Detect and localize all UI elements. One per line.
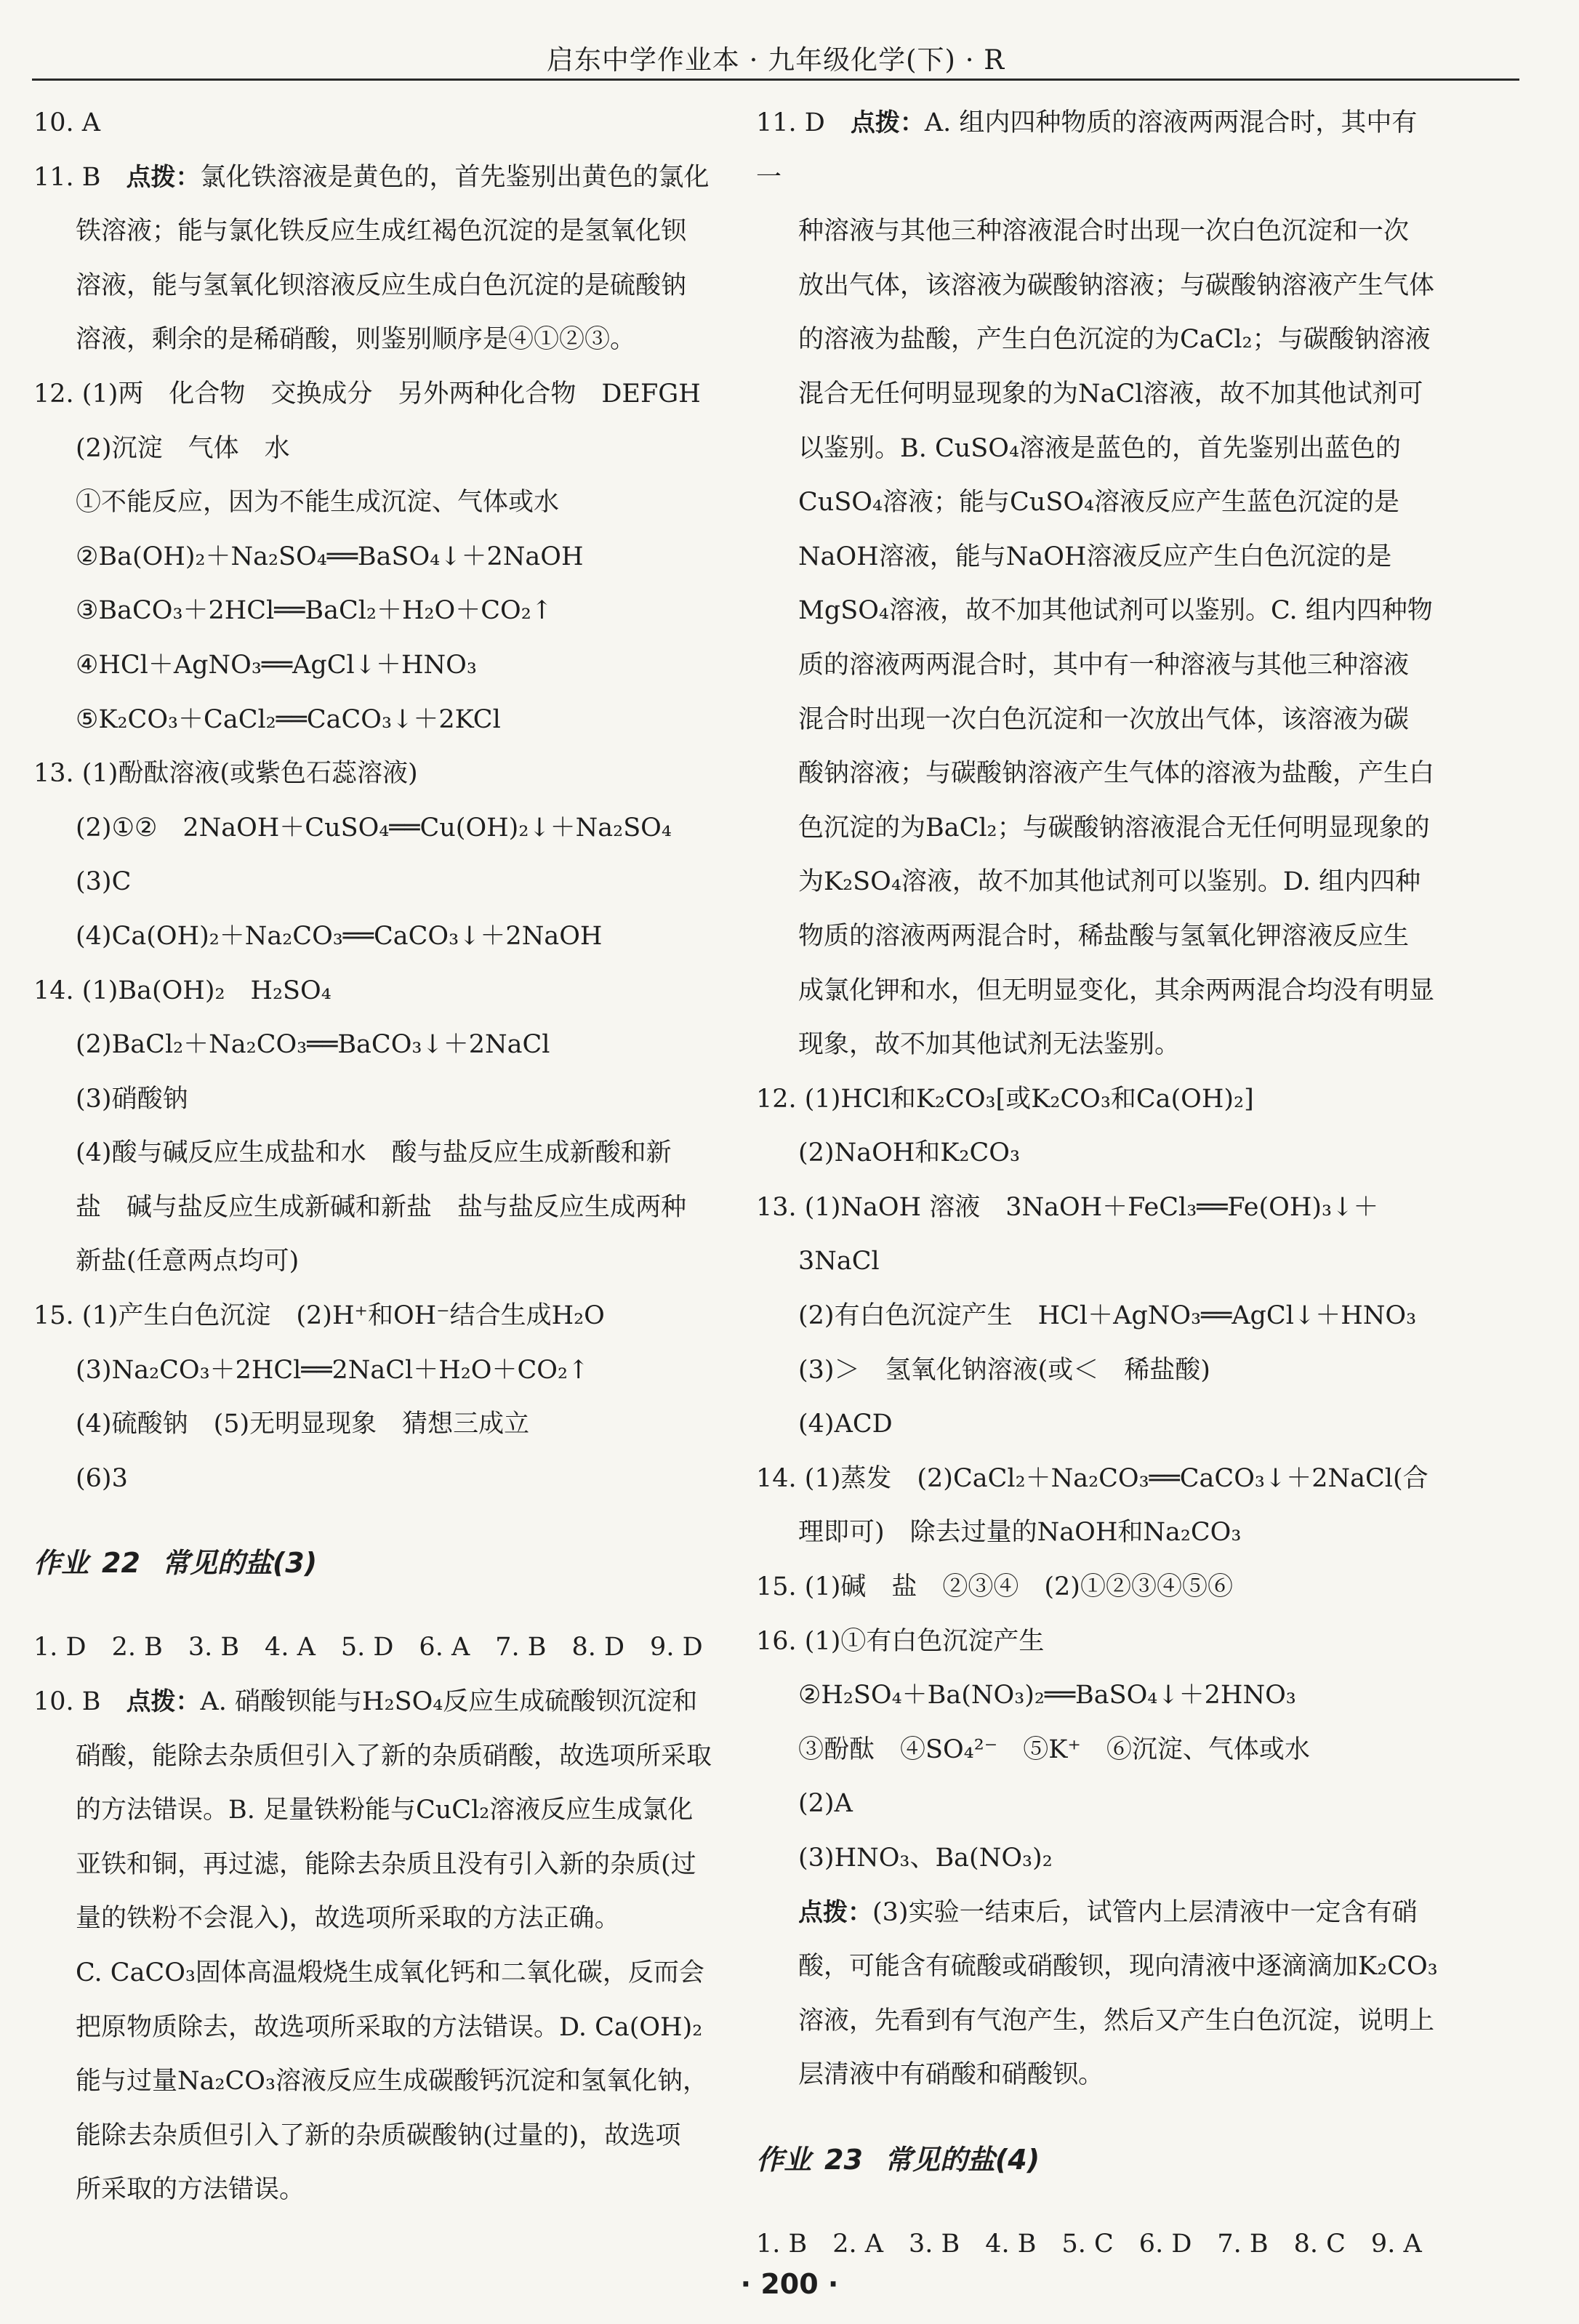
answer-text: 12. (1)两 化合物 交换成分 另外两种化合物 DEFGH [33, 379, 701, 409]
section-heading [756, 2127, 1438, 2192]
page-number: · 200 · [740, 2268, 839, 2300]
question-number: 10. B [33, 1687, 126, 1717]
answer-text: 成氯化钾和水，但无明显变化，其余两两混合均没有明显 [798, 976, 1435, 1005]
answer-line [33, 1620, 714, 1675]
answer-line [756, 1018, 1438, 1072]
answer-text: 混合时出现一次白色沉淀和一次放出气体，该溶液为碳 [798, 704, 1410, 734]
answer-line [756, 1939, 1438, 1994]
hint-label: 点拨： [850, 108, 925, 137]
answer-line [33, 530, 714, 584]
answer-text: 能与过量Na₂CO₃溶液反应生成碳酸钙沉淀和氢氧化钠， [76, 2067, 709, 2096]
answer-line [756, 313, 1438, 367]
answer-line [756, 1289, 1438, 1343]
answer-text: (2)BaCl₂＋Na₂CO₃══BaCO₃↓＋2NaCl [76, 1030, 550, 1060]
answer-text: 色沉淀的为BaCl₂；与碳酸钠溶液混合无任何明显现象的 [798, 813, 1430, 843]
answer-line [33, 367, 714, 422]
section-number: 22 [102, 1547, 140, 1580]
answer-line [33, 96, 714, 150]
answer-text: 物质的溶液两两混合时，稀盐酸与氢氧化钾溶液反应生 [798, 921, 1410, 951]
hint-label: 点拨： [126, 162, 201, 192]
answer-line [756, 1397, 1438, 1452]
answer-text: (3)实验一结束后，试管内上层清液中一定含有硝 [872, 1897, 1418, 1927]
answer-text: 层清液中有硝酸和硝酸钡。 [798, 2060, 1104, 2090]
answer-text: 溶液，先看到有气泡产生，然后又产生白色沉淀，说明上 [798, 2006, 1435, 2035]
answer-line [756, 367, 1438, 422]
answer-line [756, 2048, 1438, 2102]
answer-text: 3NaCl [798, 1247, 880, 1276]
answer-text: 把原物质除去，故选项所采取的方法错误。D. Ca(OH)₂ [76, 2012, 703, 2042]
answer-line [33, 2109, 714, 2163]
answer-text: 酸钠溶液；与碳酸钠溶液产生气体的溶液为盐酸，产生白 [798, 759, 1435, 789]
answer-text: 硝酸，能除去杂质但引入了新的杂质硝酸，故选项所采取 [76, 1741, 712, 1771]
answer-text: (3)Na₂CO₃＋2HCl══2NaCl＋H₂O＋CO₂↑ [76, 1355, 590, 1385]
section-heading [33, 1530, 714, 1596]
section-title: 常见的盐(4) [884, 2143, 1040, 2176]
answer-line [33, 638, 714, 693]
answer-line [756, 2217, 1438, 2272]
answer-line [33, 2054, 714, 2109]
answer-text: 亚铁和铜，再过滤，能除去杂质且没有引入新的杂质(过 [76, 1849, 696, 1879]
section-number: 23 [824, 2143, 863, 2176]
answer-line [33, 693, 714, 747]
answer-text: 种溶液与其他三种溶液混合时出现一次白色沉淀和一次 [798, 217, 1410, 246]
answer-text: CuSO₄溶液；能与CuSO₄溶液反应产生蓝色沉淀的是 [798, 488, 1400, 518]
answer-text: 溶液，能与氢氧化钡溶液反应生成白色沉淀的是硫酸钠 [76, 270, 687, 300]
answer-line [756, 475, 1438, 530]
answer-text: (2)①② 2NaOH＋CuSO₄══Cu(OH)₂↓＋Na₂SO₄ [76, 813, 672, 843]
answer-text: 10. A [33, 108, 101, 137]
answer-line [756, 964, 1438, 1018]
answer-text: MgSO₄溶液，故不加其他试剂可以鉴别。C. 组内四种物 [798, 596, 1433, 626]
answer-line [756, 1343, 1438, 1398]
answer-text: (4)ACD [798, 1410, 893, 1439]
answer-text: (4)酸与碱反应生成盐和水 酸与盐反应生成新酸和新 [76, 1138, 672, 1168]
answer-line [33, 909, 714, 964]
section-label: 作业 [33, 1547, 89, 1580]
answer-text: 氯化铁溶液是黄色的，首先鉴别出黄色的氯化 [200, 162, 710, 192]
question-number: 11. B [33, 162, 126, 192]
answer-line [33, 150, 714, 205]
answer-line [756, 204, 1438, 259]
answer-line [33, 259, 714, 313]
answer-text: 1. B 2. A 3. B 4. B 5. C 6. D 7. B 8. C 9. A [756, 2229, 1422, 2259]
answer-line [33, 1072, 714, 1127]
answer-text: 盐 碱与盐反应生成新碱和新盐 盐与盐反应生成两种 [76, 1192, 687, 1222]
answer-line [756, 584, 1438, 638]
answer-line [756, 693, 1438, 747]
answer-text: (3)＞ 氢氧化钠溶液(或＜ 稀盐酸) [798, 1355, 1210, 1385]
answer-text: 溶液，剩余的是稀硝酸，则鉴别顺序是④①②③。 [76, 325, 636, 355]
answer-line [756, 1615, 1438, 1669]
hint-label: 点拨： [798, 1897, 872, 1927]
answer-line [33, 801, 714, 856]
answer-line [33, 2001, 714, 2055]
answer-line [33, 204, 714, 259]
answer-text: ③酚酞 ④SO₄²⁻ ⑤K⁺ ⑥沉淀、气体或水 [798, 1734, 1310, 1764]
header-title: 启东中学作业本 · 九年级化学(下) · R [546, 44, 1005, 76]
answer-line [33, 1838, 714, 1892]
answer-text: 酸，可能含有硫酸或硝酸钡，现向清液中逐滴滴加K₂CO₃ [798, 1952, 1438, 1982]
right-column [756, 96, 1438, 2272]
answer-text: 为K₂SO₄溶液，故不加其他试剂可以鉴别。D. 组内四种 [798, 867, 1421, 897]
answer-text: 以鉴别。B. CuSO₄溶液是蓝色的，首先鉴别出蓝色的 [798, 433, 1401, 463]
answer-text: 的溶液为盐酸，产生白色沉淀的为CaCl₂；与碳酸钠溶液 [798, 325, 1431, 355]
answer-line [756, 422, 1438, 476]
answer-line [756, 259, 1438, 313]
answer-line [33, 1234, 714, 1289]
answer-line [756, 96, 1438, 204]
answer-line [756, 1126, 1438, 1181]
answer-line [33, 1018, 714, 1072]
answer-text: 1. D 2. B 3. B 4. A 5. D 6. A 7. B 8. D 9. D [33, 1633, 703, 1662]
answer-line [756, 1072, 1438, 1127]
answer-text: (3)C [76, 867, 132, 897]
answer-text: A. 硝酸钡能与H₂SO₄反应生成硫酸钡沉淀和 [200, 1687, 698, 1717]
answer-line [756, 1452, 1438, 1506]
answer-text: A. 组内四种物质的溶液两两混合时，其中有一 [756, 108, 1418, 192]
answer-text: ②H₂SO₄＋Ba(NO₃)₂══BaSO₄↓＋2HNO₃ [798, 1681, 1296, 1710]
answer-text: 15. (1)产生白色沉淀 (2)H⁺和OH⁻结合生成H₂O [33, 1301, 605, 1331]
answer-line [33, 1452, 714, 1506]
answer-line [756, 530, 1438, 584]
left-column [33, 96, 714, 2217]
answer-line [756, 1777, 1438, 1831]
answer-text: ④HCl＋AgNO₃══AgCl↓＋HNO₃ [76, 650, 477, 680]
answer-text: 铁溶液；能与氯化铁反应生成红褐色沉淀的是氢氧化钡 [76, 217, 687, 246]
answer-text: 混合无任何明显现象的为NaCl溶液，故不加其他试剂可 [798, 379, 1423, 409]
answer-text: 质的溶液两两混合时，其中有一种溶液与其他三种溶液 [798, 650, 1410, 680]
hint-label: 点拨： [126, 1687, 201, 1717]
answer-line [756, 1668, 1438, 1723]
answer-line [756, 1234, 1438, 1289]
answer-line [33, 1343, 714, 1398]
answer-line [756, 1886, 1438, 1940]
answer-line [33, 1181, 714, 1235]
answer-text: ①不能反应，因为不能生成沉淀、气体或水 [76, 488, 560, 518]
section-label: 作业 [756, 2143, 812, 2176]
answer-line [756, 1994, 1438, 2048]
answer-line [756, 638, 1438, 693]
answer-line [33, 584, 714, 638]
answer-text: 12. (1)HCl和K₂CO₃[或K₂CO₃和Ca(OH)₂] [756, 1084, 1254, 1114]
answer-line [756, 909, 1438, 964]
answer-text: 所采取的方法错误。 [76, 2175, 305, 2205]
answer-line [756, 747, 1438, 801]
answer-text: (4)硫酸钠 (5)无明显现象 猜想三成立 [76, 1410, 530, 1439]
section-title: 常见的盐(3) [161, 1547, 318, 1580]
answer-text: (2)A [798, 1789, 853, 1819]
answer-text: 13. (1)NaOH 溶液 3NaOH＋FeCl₃══Fe(OH)₃↓＋ [756, 1192, 1379, 1222]
answer-line [33, 1783, 714, 1838]
question-number: 11. D [756, 108, 851, 137]
answer-text: 放出气体，该溶液为碳酸钠溶液；与碳酸钠溶液产生气体 [798, 270, 1435, 300]
answer-line [33, 747, 714, 801]
answer-text: 14. (1)Ba(OH)₂ H₂SO₄ [33, 976, 332, 1005]
answer-line [33, 2163, 714, 2217]
answer-line [33, 964, 714, 1018]
answer-text: (6)3 [76, 1463, 128, 1493]
answer-line [756, 801, 1438, 856]
answer-text: (2)NaOH和K₂CO₃ [798, 1138, 1020, 1168]
answer-text: 现象，故不加其他试剂无法鉴别。 [798, 1030, 1181, 1060]
answer-line [33, 1946, 714, 2001]
answer-line [33, 422, 714, 476]
answer-line [756, 1181, 1438, 1235]
answer-line [33, 1289, 714, 1343]
answer-line [33, 1729, 714, 1784]
answer-text: 14. (1)蒸发 (2)CaCl₂＋Na₂CO₃══CaCO₃↓＋2NaCl(合 [756, 1463, 1429, 1493]
answer-text: 的方法错误。B. 足量铁粉能与CuCl₂溶液反应生成氯化 [76, 1796, 694, 1825]
page-header [32, 36, 1519, 81]
answer-line [756, 1505, 1438, 1560]
answer-text: (2)沉淀 气体 水 [76, 433, 290, 463]
answer-text: 13. (1)酚酞溶液(或紫色石蕊溶液) [33, 759, 418, 789]
answer-line [33, 1126, 714, 1181]
answer-text: ②Ba(OH)₂＋Na₂SO₄══BaSO₄↓＋2NaOH [76, 542, 584, 571]
answer-text: (2)有白色沉淀产生 HCl＋AgNO₃══AgCl↓＋HNO₃ [798, 1301, 1417, 1331]
answer-line [33, 1397, 714, 1452]
answer-text: (3)HNO₃、Ba(NO₃)₂ [798, 1843, 1053, 1873]
answer-line [33, 1675, 714, 1729]
answer-line [33, 1891, 714, 1946]
answer-text: 能除去杂质但引入了新的杂质碳酸钠(过量的)，故选项 [76, 2120, 681, 2150]
answer-line [33, 313, 714, 367]
answer-text: 量的铁粉不会混入)，故选项所采取的方法正确。 [76, 1904, 620, 1934]
answer-text: (4)Ca(OH)₂＋Na₂CO₃══CaCO₃↓＋2NaOH [76, 921, 603, 951]
answer-text: C. CaCO₃固体高温煅烧生成氧化钙和二氧化碳，反而会 [76, 1958, 704, 1987]
answer-text: 新盐(任意两点均可) [76, 1247, 300, 1276]
answer-text: 16. (1)①有白色沉淀产生 [756, 1626, 1045, 1656]
answer-line [756, 1723, 1438, 1777]
answer-text: ③BaCO₃＋2HCl══BaCl₂＋H₂O＋CO₂↑ [76, 596, 553, 626]
answer-line [756, 1831, 1438, 1886]
answer-line [756, 1560, 1438, 1615]
answer-text: 15. (1)碱 盐 ②③④ (2)①②③④⑤⑥ [756, 1572, 1233, 1602]
answer-line [33, 475, 714, 530]
answer-text: NaOH溶液，能与NaOH溶液反应产生白色沉淀的是 [798, 542, 1392, 571]
answer-text: 理即可) 除去过量的NaOH和Na₂CO₃ [798, 1518, 1242, 1548]
answer-line [33, 855, 714, 909]
answer-text: (3)硝酸钠 [76, 1084, 188, 1114]
answer-text: ⑤K₂CO₃＋CaCl₂══CaCO₃↓＋2KCl [76, 704, 501, 734]
answer-line [756, 855, 1438, 909]
